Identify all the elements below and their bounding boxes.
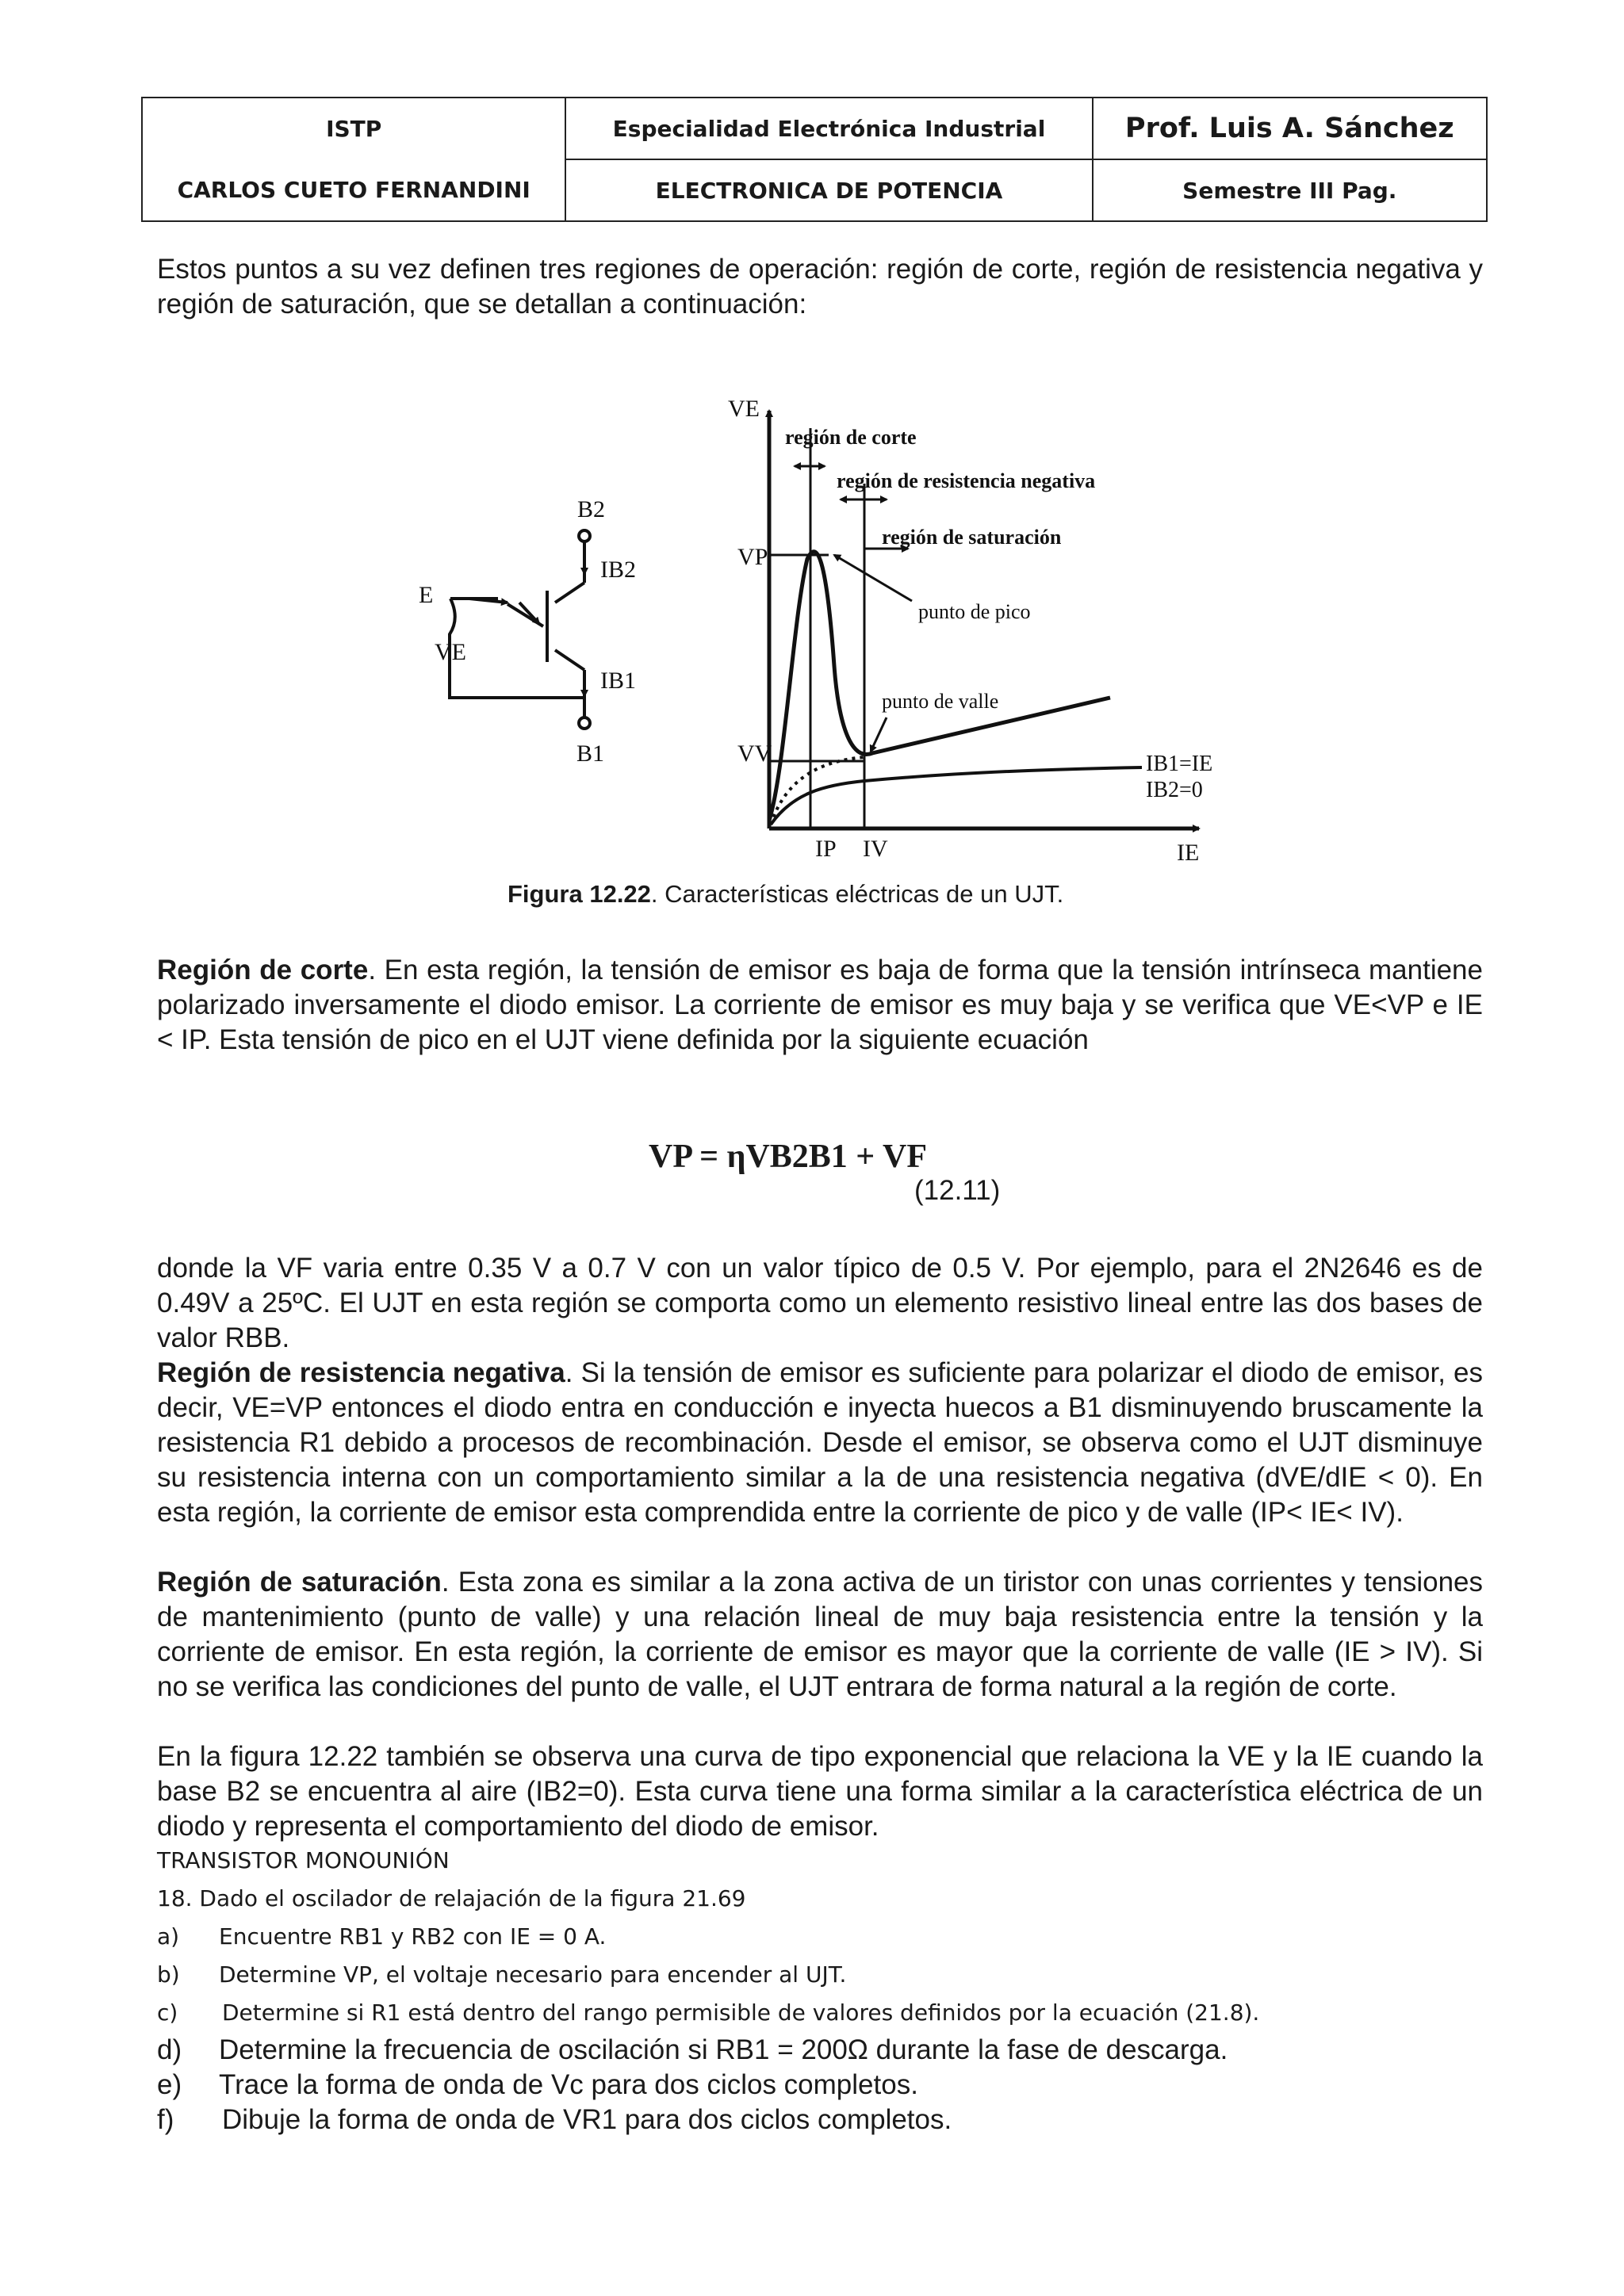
exercise-heading: TRANSISTOR MONOUNIÓN xyxy=(157,1847,450,1873)
equation-vp: VP = ηVB2B1 + VF xyxy=(649,1138,927,1175)
label-punto-valle: punto de valle xyxy=(882,690,999,713)
label-ie-axis: IE xyxy=(1177,840,1200,866)
item-letter: e) xyxy=(157,2069,182,2100)
course-name: ELECTRONICA DE POTENCIA xyxy=(565,159,1092,221)
exercise-item-c xyxy=(157,1999,1259,2026)
label-ip: IP xyxy=(815,836,837,862)
negativa-title: Región de resistencia negativa xyxy=(157,1357,565,1388)
exercise-item-f xyxy=(157,2103,952,2137)
label-ib2-zero: IB2=0 xyxy=(1146,778,1203,802)
semester-page: Semestre III Pag. xyxy=(1093,159,1487,221)
ujt-figure xyxy=(0,0,1624,872)
figure-caption-text: . Características eléctricas de un UJT. xyxy=(650,880,1064,908)
school-name-line2: CARLOS CUETO FERNANDINI xyxy=(142,159,565,221)
professor: Prof. Luis A. Sánchez xyxy=(1093,98,1487,159)
label-ib1-ie: IB1=IE xyxy=(1146,752,1213,776)
label-region-corte: región de corte xyxy=(785,426,917,449)
school-name-line1: ISTP xyxy=(142,98,565,159)
specialty: Especialidad Electrónica Industrial xyxy=(565,98,1092,159)
label-ib2: IB2 xyxy=(600,557,636,583)
label-region-resistencia: región de resistencia negativa xyxy=(837,469,1096,492)
label-vp: VP xyxy=(737,544,768,570)
saturacion-paragraph xyxy=(157,1565,1483,1705)
exercise-item-b xyxy=(157,1961,846,1988)
item-text: Dibuje la forma de onda de VR1 para dos ciclos completos. xyxy=(222,2104,952,2135)
negativa-paragraph xyxy=(157,1356,1483,1530)
ujt-circuit-symbol xyxy=(450,530,590,729)
item-letter: f) xyxy=(157,2104,174,2135)
intro-paragraph: Estos puntos a su vez definen tres regiones de operación: región de corte, región de resistencia negativa y región de saturación, que se detallan a continuación: xyxy=(157,254,1483,320)
item-letter: a) xyxy=(157,1923,180,1950)
label-ve: VE xyxy=(435,639,466,665)
label-iv: IV xyxy=(863,836,888,862)
item-letter: d) xyxy=(157,2034,182,2065)
figure-caption-number: Figura 12.22 xyxy=(508,880,651,908)
exercise-item-e xyxy=(157,2068,918,2103)
exercise-item-a xyxy=(157,1923,606,1950)
label-ib1: IB1 xyxy=(600,668,636,694)
item-text: Trace la forma de onda de Vc para dos ciclos completos. xyxy=(219,2069,918,2100)
label-vv: VV xyxy=(737,740,772,767)
label-punto-pico: punto de pico xyxy=(918,600,1031,623)
negativa-text: . Si la tensión de emisor es suficiente para polarizar el diodo de emisor, es decir, VE=VP entonces el diodo entra en conducción e inyecta huecos a B1 disminuyendo bruscamente la resistencia R1 debido a procesos de recombinación. Desde el emisor, se observa como el UJT disminuye su resistencia interna con un comportamiento similar a la de una resistencia negativa (dVE/dIE < 0). En esta región, la corriente de emisor esta comprendida entre la corriente de pico y de valle (IP< IE< IV). xyxy=(157,1357,1484,1528)
corte-text: . En esta región, la tensión de emisor es baja de forma que la tensión intrínseca mantiene polarizado inversamente el diodo emisor. La corriente de emisor es muy baja y se verifica que VE<VP e IE < IP. Esta tensión de pico en el UJT viene definida por la siguiente ecuación xyxy=(157,955,1483,1055)
equation-number: (12.11) xyxy=(914,1175,1001,1206)
item-text: Encuentre RB1 y RB2 con IE = 0 A. xyxy=(219,1923,607,1950)
corte-title: Región de corte xyxy=(157,955,369,985)
label-ve-axis: VE xyxy=(728,396,760,422)
item-text: Determine si R1 está dentro del rango permisible de valores definidos por la ecuación (21.8). xyxy=(222,1999,1260,2026)
saturacion-title: Región de saturación xyxy=(157,1567,442,1598)
figure-discussion-paragraph: En la figura 12.22 también se observa una curva de tipo exponencial que relaciona la VE y la IE cuando la base B2 se encuentra al aire (IB2=0). Esta curva tiene una forma similar a la característica eléctrica de un diodo y representa el comportamiento del diodo de emisor. xyxy=(157,1741,1483,1842)
label-b2: B2 xyxy=(577,496,606,522)
label-b1: B1 xyxy=(576,740,605,767)
label-region-saturacion: región de saturación xyxy=(882,526,1062,549)
ujt-characteristic-graph xyxy=(728,396,1212,866)
saturacion-text: . Esta zona es similar a la zona activa de un tiristor con unas corrientes y tensiones de mantenimiento (punto de valle) y una relación lineal de muy baja resistencia entre la tensión y la corriente de emisor. En esta región, la corriente de emisor es mayor que la corriente de valle (IE > IV). Si no se verifica las condiciones del punto de valle, el UJT entrara de forma natural a la región de corte. xyxy=(157,1567,1483,1702)
item-text: Determine la frecuencia de oscilación si RB1 = 200Ω durante la fase de descarga. xyxy=(219,2034,1228,2065)
exercise-intro: 18. Dado el oscilador de relajación de la figura 21.69 xyxy=(157,1885,746,1911)
item-text: Determine VP, el voltaje necesario para encender al UJT. xyxy=(219,1961,847,1988)
label-e: E xyxy=(419,582,434,608)
figure-caption xyxy=(508,880,1063,909)
item-letter: c) xyxy=(157,1999,178,2026)
vf-paragraph: donde la VF varia entre 0.35 V a 0.7 V con un valor típico de 0.5 V. Por ejemplo, para el 2N2646 es de 0.49V a 25ºC. El UJT en esta región se comporta como un elemento resistivo lineal entre las dos bases de valor RBB. xyxy=(157,1253,1483,1353)
corte-paragraph xyxy=(157,953,1483,1058)
item-letter: b) xyxy=(157,1961,180,1988)
exercise-item-d xyxy=(157,2033,1228,2068)
